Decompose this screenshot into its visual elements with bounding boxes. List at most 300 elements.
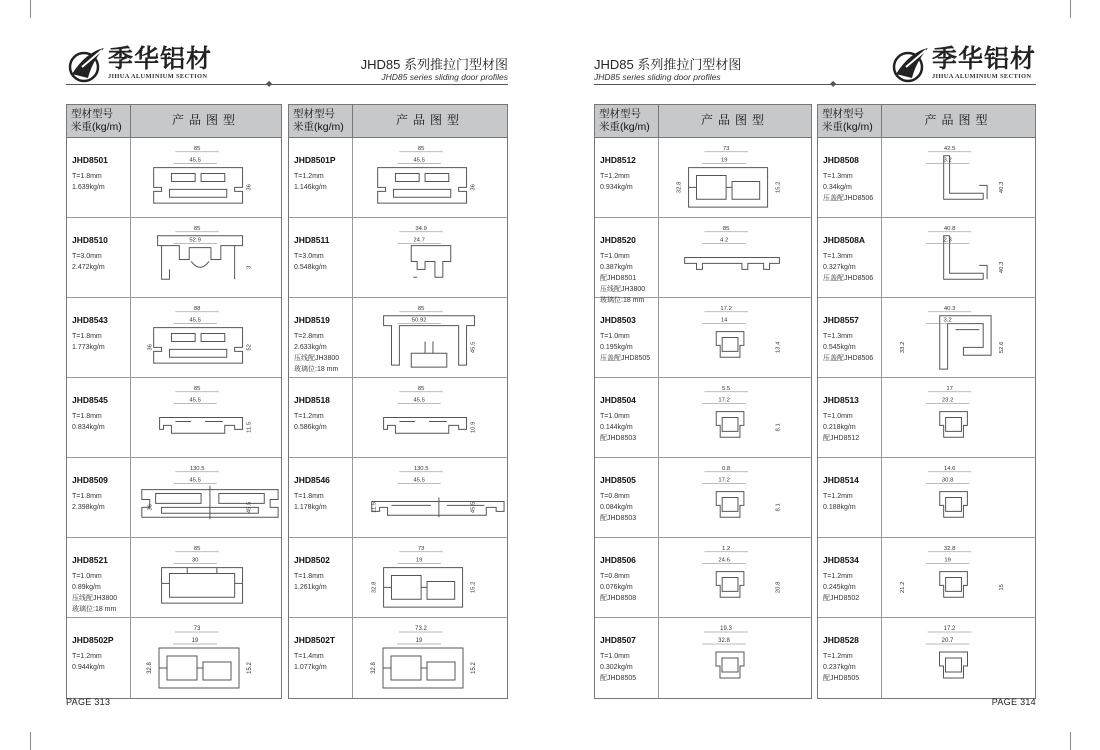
dimension-label: 20.8: [775, 581, 782, 594]
dimension-label: 19: [191, 638, 199, 644]
page-subtitle: JHD85 series sliding door profiles: [594, 72, 721, 82]
profile-info: [289, 298, 353, 377]
profile-spec: T=3.0mm: [72, 253, 102, 260]
header-weight: 米重(kg/m): [71, 121, 122, 133]
profile-code: JHD8557: [823, 315, 859, 325]
profile-info: [67, 378, 131, 457]
dimension-label: 52.9: [189, 237, 201, 244]
profile-info: [595, 538, 659, 617]
profile-spec: 压盖配JHD8506: [823, 275, 874, 282]
header-model-weight: [595, 105, 659, 137]
crop-mark: [30, 732, 31, 750]
profile-drawing: [353, 218, 507, 297]
profile-info: [595, 218, 659, 304]
profile-spec: 0.245kg/m: [823, 584, 856, 591]
diamond-mark-icon: ◆: [266, 79, 273, 88]
profile-info: [595, 458, 659, 537]
table-row: [67, 458, 281, 538]
dimension-label: 15: [998, 584, 1005, 591]
profile-code: JHD8504: [600, 395, 636, 405]
profile-spec: T=1.8mm: [72, 333, 102, 340]
page-title: JHD85 系列推拉门型材图: [360, 57, 508, 72]
profile-spec: 0.144kg/m: [600, 424, 633, 431]
dimension-label: 40.8: [943, 225, 956, 232]
dimension-label: 19: [944, 557, 951, 564]
profile-section-drawing: [659, 138, 811, 217]
brand-english-name: JIHUA ALUMINIUM SECTION: [108, 73, 208, 80]
profile-spec: 1.077kg/m: [294, 664, 327, 671]
profile-drawing: [659, 378, 811, 457]
table-row: [818, 618, 1035, 698]
profile-spec: T=0.8mm: [600, 493, 630, 500]
profile-code: JHD8502: [294, 555, 330, 565]
dimension-label: 19: [720, 157, 728, 164]
table-row: [595, 378, 811, 458]
dimension-label: 73.2: [415, 626, 427, 632]
dimension-label: 19: [415, 638, 423, 644]
profile-table: [66, 104, 282, 699]
header-model: 型材型号: [822, 108, 864, 120]
profile-drawing: [131, 218, 281, 297]
profile-spec: 玻璃位:18 mm: [72, 606, 117, 613]
dimension-label: 19: [415, 557, 423, 564]
table-row: [289, 298, 507, 378]
profile-spec: 配JHD8512: [823, 435, 860, 442]
profile-spec: 0.586kg/m: [294, 424, 327, 431]
profile-spec: 配JHD8502: [823, 595, 860, 602]
dimension-label: 36: [147, 344, 154, 351]
dimension-label: 36: [147, 504, 154, 511]
dimension-label: 17.2: [718, 477, 730, 484]
profile-spec: 压盖配JHD8506: [823, 355, 874, 362]
profile-drawing: [659, 298, 811, 377]
profile-spec: 2.633kg/m: [294, 344, 327, 351]
profile-info: [818, 538, 882, 617]
table-row: [289, 458, 507, 538]
profile-spec: T=1.2mm: [294, 173, 324, 180]
table-row: [67, 218, 281, 298]
profile-spec: T=1.3mm: [823, 253, 853, 260]
table-header: [818, 105, 1035, 138]
dimension-label: 17.2: [943, 626, 956, 632]
dimension-label: 40.3: [943, 305, 956, 312]
dimension-label: 85: [722, 225, 730, 232]
profile-drawing: [131, 378, 281, 457]
profile-code: JHD8511: [294, 235, 330, 245]
profile-spec: 配JHD8503: [600, 515, 637, 522]
profile-drawing: [353, 618, 507, 698]
profile-spec: 0.934kg/m: [600, 184, 633, 191]
profile-section-drawing: [131, 538, 281, 617]
profile-drawing: [659, 618, 811, 698]
profile-drawing: [882, 298, 1035, 377]
page-subtitle: JHD85 series sliding door profiles: [381, 72, 508, 82]
profile-code: JHD8521: [72, 555, 108, 565]
header-drawing: 产品图型: [924, 113, 993, 127]
dimension-label: 45.5: [189, 157, 201, 164]
table-row: [67, 298, 281, 378]
dimension-label: 17: [946, 385, 953, 392]
dimension-label: 88: [193, 305, 201, 312]
profile-info: [289, 138, 353, 217]
dimension-label: 45.5: [413, 157, 425, 164]
profile-section-drawing: [353, 538, 507, 617]
profile-spec: T=1.8mm: [72, 413, 102, 420]
profile-info: [818, 218, 882, 297]
profile-spec: T=1.0mm: [600, 653, 630, 660]
dimension-label: 85: [193, 225, 201, 232]
table-row: [595, 538, 811, 618]
dimension-label: 17.2: [720, 305, 732, 312]
dimension-label: 73: [722, 145, 730, 152]
dimension-label: 14: [720, 317, 728, 324]
profile-info: [595, 298, 659, 377]
header-weight: 米重(kg/m): [822, 121, 873, 133]
header-rule: [594, 84, 1036, 85]
page-title: JHD85 系列推拉门型材图: [594, 57, 742, 72]
profile-spec: T=1.8mm: [72, 493, 102, 500]
profile-spec: 0.34kg/m: [823, 184, 852, 191]
dimension-label: 15.2: [775, 181, 782, 194]
profile-spec: 0.387kg/m: [600, 264, 633, 271]
profile-section-drawing: [353, 138, 507, 217]
dimension-label: 52: [246, 344, 253, 351]
profile-info: [818, 138, 882, 217]
profile-table: [288, 104, 508, 699]
dimension-label: 40.3: [998, 181, 1005, 194]
dimension-label: 73: [417, 545, 425, 552]
profile-drawing: [353, 378, 507, 457]
profile-spec: 0.195kg/m: [600, 344, 633, 351]
profile-spec: 0.237kg/m: [823, 664, 856, 671]
profile-spec: 0.89kg/m: [72, 584, 101, 591]
dimension-label: 45.5: [413, 397, 425, 404]
dimension-label: 73: [193, 626, 201, 632]
profile-spec: 1.146kg/m: [294, 184, 327, 191]
header-drawing: 产品图型: [395, 113, 464, 127]
profile-info: [289, 378, 353, 457]
dimension-label: 32.8: [371, 662, 377, 674]
dimension-label: 45.5: [189, 317, 201, 324]
profile-section-drawing: [659, 218, 811, 297]
dimension-label: 15.2: [247, 662, 253, 674]
table-header: [67, 105, 281, 138]
profile-section-drawing: [353, 218, 507, 297]
header-drawing: 产品图型: [171, 113, 240, 127]
table-row: [67, 538, 281, 618]
profile-spec: T=1.8mm: [72, 173, 102, 180]
dimension-label: 52.6: [998, 341, 1005, 354]
profile-drawing: [131, 538, 281, 617]
profile-drawing: [882, 138, 1035, 217]
profile-section-drawing: [131, 618, 281, 698]
wheel-logo-icon: [66, 44, 106, 84]
dimension-label: 85: [193, 145, 201, 152]
profile-spec: 压盖配JHD8505: [600, 355, 651, 362]
profile-spec: 配JHD8501: [600, 275, 637, 282]
profile-info: [818, 298, 882, 377]
dimension-label: 34.9: [415, 225, 427, 232]
profile-info: [595, 618, 659, 698]
profile-code: JHD8507: [600, 635, 636, 645]
profile-section-drawing: [659, 538, 811, 617]
dimension-label: 32.8: [943, 545, 956, 552]
dimension-label: 15.2: [470, 581, 477, 594]
profile-spec: 1.639kg/m: [72, 184, 105, 191]
page-314: [550, 0, 1100, 750]
profile-info: [67, 218, 131, 297]
dimension-label: 32.8: [147, 662, 153, 674]
profile-spec: 0.545kg/m: [823, 344, 856, 351]
header-model: 型材型号: [599, 108, 641, 120]
profile-drawing: [131, 458, 281, 537]
profile-code: JHD8518: [294, 395, 330, 405]
profile-code: JHD8506: [600, 555, 636, 565]
profile-spec: 玻璃位:18 mm: [600, 297, 645, 304]
profile-code: JHD8534: [823, 555, 859, 565]
profile-code: JHD8520: [600, 235, 636, 245]
table-row: [818, 138, 1035, 218]
header-rule: [66, 84, 508, 85]
profile-spec: 0.302kg/m: [600, 664, 633, 671]
header-model-weight: [818, 105, 882, 137]
profile-code: JHD8501P: [294, 155, 336, 165]
profile-info: [818, 458, 882, 537]
dimension-label: 4.2: [720, 237, 729, 244]
profile-section-drawing: [659, 458, 811, 537]
dimension-label: 36: [470, 184, 477, 191]
table-row: [818, 218, 1035, 298]
table-row: [289, 218, 507, 298]
profile-code: JHD8519: [294, 315, 330, 325]
profile-code: JHD8505: [600, 475, 636, 485]
table-row: [595, 298, 811, 378]
profile-code: JHD8508A: [823, 235, 866, 245]
dimension-label: 11.5: [246, 421, 253, 433]
profile-table: [594, 104, 812, 699]
profile-spec: T=1.8mm: [294, 573, 324, 580]
dimension-label: 24.7: [413, 237, 425, 244]
dimension-label: 85: [417, 385, 425, 392]
profile-code: JHD8502P: [72, 635, 114, 645]
page-number: PAGE 313: [66, 697, 111, 707]
profile-code: JHD8545: [72, 395, 108, 405]
profile-spec: T=1.2mm: [823, 573, 853, 580]
profile-spec: 0.084kg/m: [600, 504, 633, 511]
profile-spec: T=1.3mm: [823, 173, 853, 180]
dimension-label: 5.5: [722, 385, 731, 392]
profile-spec: T=2.8mm: [294, 333, 324, 340]
profile-info: [289, 458, 353, 537]
profile-section-drawing: [131, 458, 281, 537]
table-row: [289, 538, 507, 618]
profile-info: [595, 378, 659, 457]
dimension-label: 11.5: [371, 501, 378, 513]
dimension-label: 24.6: [718, 557, 730, 564]
dimension-label: 17.2: [718, 397, 730, 404]
dimension-label: 130.5: [413, 465, 429, 472]
profile-spec: 压线配JH3800: [600, 286, 646, 293]
brand-chinese-name: 季华铝材: [931, 44, 1036, 73]
profile-drawing: [353, 298, 507, 377]
dimension-label: 20.7: [941, 638, 954, 644]
dimension-label: 14.6: [943, 465, 956, 472]
profile-info: [67, 458, 131, 537]
header-model-weight: [67, 105, 131, 137]
dimension-label: 13.4: [775, 341, 782, 354]
profile-spec: 0.076kg/m: [600, 584, 633, 591]
crop-mark: [30, 0, 31, 18]
profile-spec: T=1.0mm: [600, 253, 630, 260]
dimension-label: 42.5: [943, 145, 956, 152]
page-number: PAGE 314: [991, 697, 1036, 707]
profile-spec: 0.548kg/m: [294, 264, 327, 271]
header-model: 型材型号: [71, 108, 113, 120]
profile-spec: T=1.2mm: [72, 653, 102, 660]
profile-section-drawing: [131, 298, 281, 377]
profile-section-drawing: [353, 618, 507, 698]
profile-spec: 0.218kg/m: [823, 424, 856, 431]
dimension-label: 0.8: [722, 465, 731, 472]
profile-spec: T=1.2mm: [823, 493, 853, 500]
profile-spec: 0.944kg/m: [72, 664, 105, 671]
profile-spec: 2.472kg/m: [72, 264, 105, 271]
profile-spec: 1.178kg/m: [294, 504, 327, 511]
dimension-label: 50.92: [411, 317, 427, 324]
profile-drawing: [882, 618, 1035, 698]
profile-spec: T=1.2mm: [823, 653, 853, 660]
profile-spec: 配JHD8505: [823, 675, 860, 682]
dimension-label: 85: [417, 145, 425, 152]
profile-spec: T=1.0mm: [823, 413, 853, 420]
profile-info: [67, 538, 131, 617]
profile-spec: T=1.2mm: [294, 413, 324, 420]
profile-info: [289, 538, 353, 617]
profile-section-drawing: [882, 538, 1035, 617]
header-weight: 米重(kg/m): [599, 121, 650, 133]
profile-spec: 玻璃位:18 mm: [294, 366, 339, 373]
profile-code: JHD8510: [72, 235, 108, 245]
profile-spec: T=1.0mm: [72, 573, 102, 580]
dimension-label: 30.8: [941, 477, 954, 484]
profile-code: JHD8502T: [294, 635, 336, 645]
profile-info: [67, 618, 131, 698]
profile-section-drawing: [882, 218, 1035, 297]
profile-section-drawing: [659, 298, 811, 377]
profile-code: JHD8509: [72, 475, 108, 485]
dimension-label: 3: [246, 265, 253, 270]
profile-drawing: [353, 138, 507, 217]
table-row: [818, 378, 1035, 458]
profile-spec: T=1.8mm: [294, 493, 324, 500]
profile-info: [289, 218, 353, 297]
dimension-label: 30: [191, 557, 199, 564]
profile-code: JHD8503: [600, 315, 636, 325]
dimension-label: 21.2: [900, 581, 907, 594]
profile-spec: T=1.0mm: [600, 413, 630, 420]
dimension-label: 1.2: [722, 545, 731, 552]
dimension-label: 45.5: [470, 341, 477, 354]
dimension-label: 32.8: [676, 181, 683, 194]
profile-spec: T=1.0mm: [600, 333, 630, 340]
page-title-block: [361, 57, 508, 82]
profile-code: JHD8543: [72, 315, 108, 325]
profile-code: JHD8514: [823, 475, 859, 485]
profile-section-drawing: [131, 138, 281, 217]
profile-drawing: [353, 458, 507, 537]
profile-code: JHD8508: [823, 155, 859, 165]
profile-spec: 1.773kg/m: [72, 344, 105, 351]
profile-drawing: [882, 218, 1035, 297]
profile-drawing: [131, 298, 281, 377]
table-row: [289, 378, 507, 458]
profile-section-drawing: [659, 378, 811, 457]
dimension-label: 85: [193, 545, 201, 552]
profile-drawing: [882, 378, 1035, 457]
brand-chinese-name: 季华铝材: [108, 44, 213, 73]
profile-drawing: [659, 538, 811, 617]
dimension-label: 2.3: [943, 237, 952, 244]
dimension-label: 45.5: [189, 477, 201, 484]
profile-spec: T=1.4mm: [294, 653, 324, 660]
table-header: [289, 105, 507, 138]
profile-section-drawing: [882, 378, 1035, 457]
brand-logo: [66, 44, 212, 84]
table-row: [595, 618, 811, 698]
profile-drawing: [131, 138, 281, 217]
profile-drawing: [659, 218, 811, 297]
dimension-label: 32.8: [371, 581, 378, 594]
profile-spec: 压线配JH3800: [72, 595, 118, 602]
dimension-label: 40.3: [998, 261, 1005, 274]
profile-info: [289, 618, 353, 698]
profile-drawing: [353, 538, 507, 617]
table-row: [67, 378, 281, 458]
profile-spec: T=1.3mm: [823, 333, 853, 340]
profile-section-drawing: [882, 138, 1035, 217]
profile-drawing: [659, 458, 811, 537]
profile-section-drawing: [353, 378, 507, 457]
profile-info: [818, 378, 882, 457]
profile-section-drawing: [131, 378, 281, 457]
dimension-label: 3.2: [943, 317, 952, 324]
page-title-block: [594, 57, 741, 82]
profile-code: JHD8546: [294, 475, 330, 485]
table-row: [595, 138, 811, 218]
dimension-label: 45.5: [413, 477, 425, 484]
dimension-label: 32.8: [718, 638, 730, 644]
dimension-label: 23.2: [941, 397, 954, 404]
profile-code: JHD8512: [600, 155, 636, 165]
profile-section-drawing: [131, 218, 281, 297]
profile-drawing: [882, 458, 1035, 537]
profile-spec: 2.398kg/m: [72, 504, 105, 511]
dimension-label: 8.1: [775, 503, 782, 512]
brand-logo: [890, 44, 1036, 84]
table-row: [818, 298, 1035, 378]
dimension-label: 36: [246, 184, 253, 191]
profile-info: [818, 618, 882, 698]
table-row: [818, 458, 1035, 538]
profile-spec: 配JHD8505: [600, 675, 637, 682]
dimension-label: 10.9: [470, 421, 477, 434]
diamond-mark-icon: ◆: [830, 79, 837, 88]
profile-info: [595, 138, 659, 217]
dimension-label: 8.1: [775, 423, 782, 432]
profile-info: [67, 298, 131, 377]
profile-section-drawing: [882, 618, 1035, 698]
profile-drawing: [659, 138, 811, 217]
